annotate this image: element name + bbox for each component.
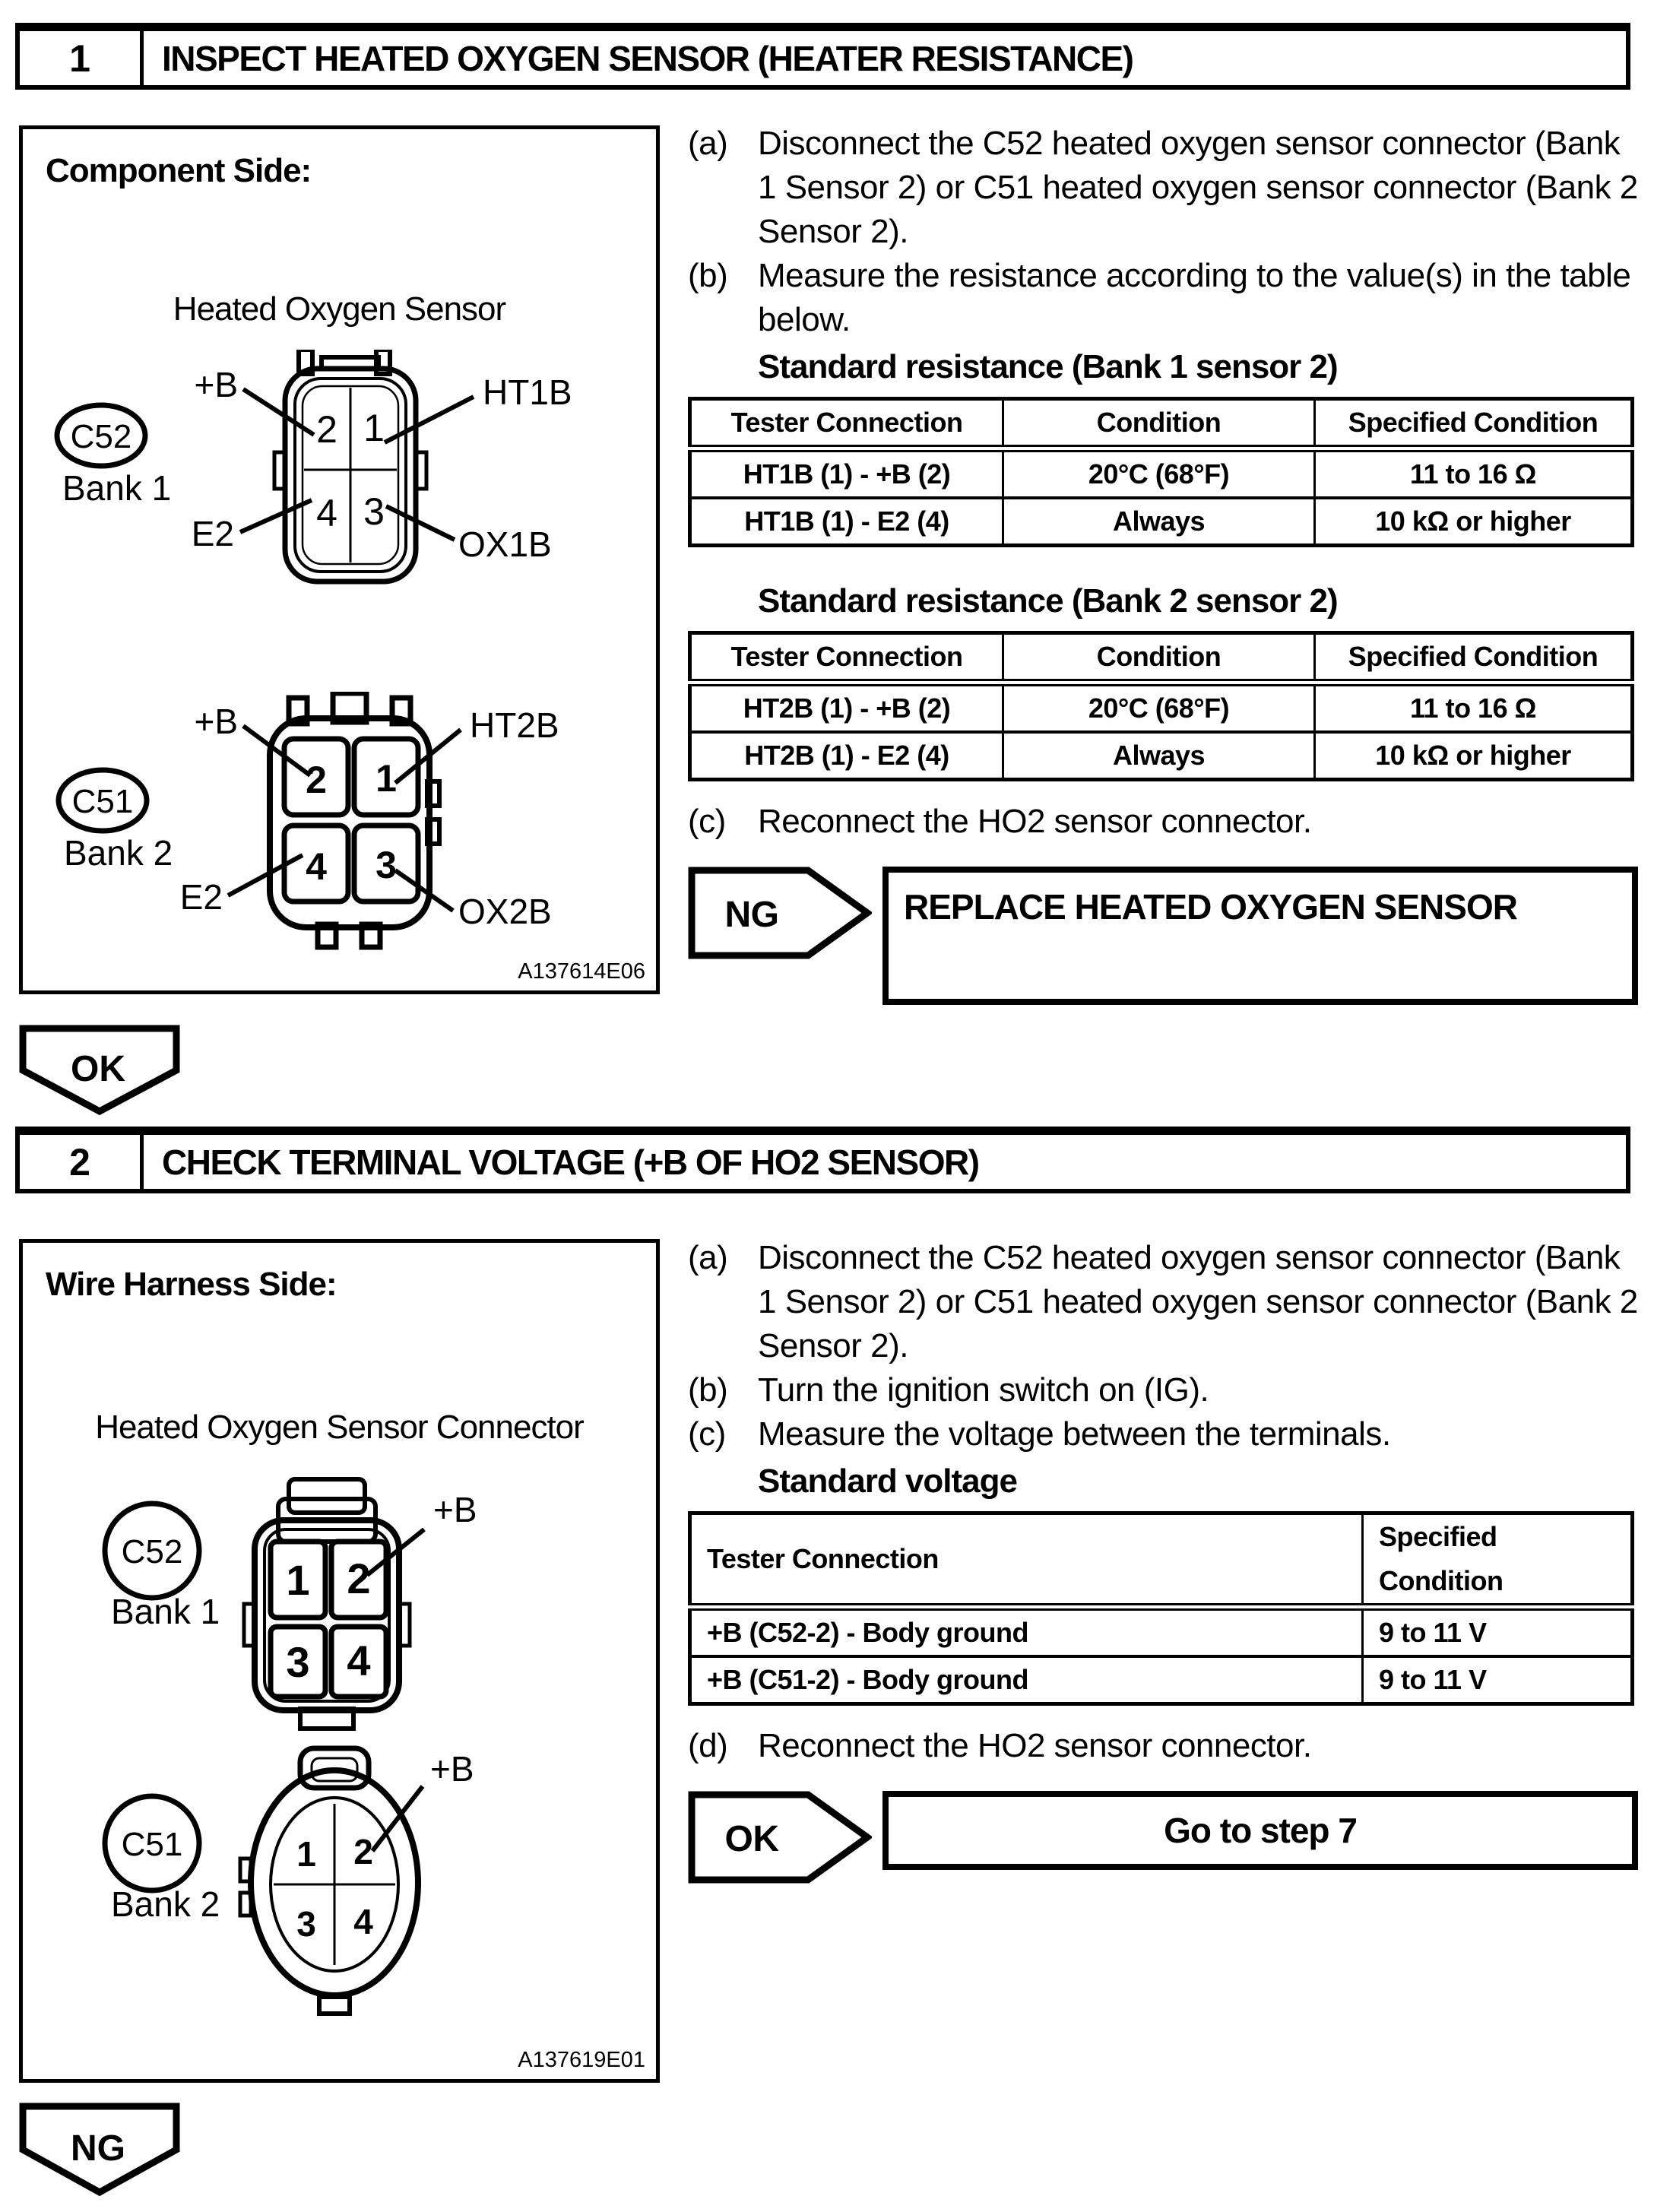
column-header: Specified Condition [1363, 1513, 1633, 1608]
column-header: Specified Condition [1315, 399, 1633, 449]
table-header-row [690, 633, 1633, 683]
pin-number: 1 [375, 757, 397, 800]
pin-number: 2 [347, 1554, 371, 1602]
table-cell: 11 to 16 Ω [1315, 683, 1633, 732]
ok-down-badge [19, 1025, 180, 1116]
connector-id-label: C52 [70, 418, 132, 455]
connector-outline [240, 1748, 418, 2014]
pin-number: 2 [353, 1832, 373, 1871]
ng-label: NG [71, 2128, 125, 2169]
instruction-item [688, 1368, 1638, 1412]
ng-label: NG [724, 895, 779, 935]
ng-result-row [688, 867, 1638, 1005]
go-to-step7-action-box: Go to step 7 [882, 1791, 1638, 1870]
pin-number: 3 [286, 1638, 310, 1686]
table-header-row [690, 1513, 1633, 1608]
step1-header [15, 23, 1630, 90]
resistance-table-bank1 [688, 397, 1634, 547]
terminal-label: HT2B [470, 705, 559, 745]
step2-title: CHECK TERMINAL VOLTAGE (+B OF HO2 SENSOR) [162, 1142, 979, 1182]
table-title: Standard resistance (Bank 1 sensor 2) [758, 348, 1338, 385]
table-cell: 20°C (68°F) [1003, 448, 1315, 498]
terminal-label: HT1B [483, 372, 572, 412]
pin-number: 1 [363, 407, 385, 449]
table-cell: +B (C52-2) - Body ground [690, 1607, 1363, 1656]
leader-line [228, 855, 303, 895]
pin-number: 4 [347, 1637, 371, 1684]
terminal-label: OX1B [458, 524, 552, 564]
table-cell: 20°C (68°F) [1003, 683, 1315, 732]
pin-number: 2 [316, 408, 337, 451]
wire-harness-figure-box [19, 1239, 660, 2083]
connector-outline [274, 350, 426, 582]
column-header: Tester Connection [690, 633, 1003, 683]
bank-label: Bank 2 [64, 833, 173, 873]
figure-heading: Wire Harness Side: [46, 1266, 337, 1303]
step1-title: INSPECT HEATED OXYGEN SENSOR (HEATER RESISTANCE) [162, 38, 1133, 78]
ok-result-row [688, 1791, 1638, 1884]
figure-caption: Heated Oxygen Sensor Connector [95, 1409, 584, 1446]
table-row [690, 683, 1633, 732]
table-cell: HT1B (1) - E2 (4) [690, 498, 1003, 546]
connector-outline [244, 1479, 410, 1729]
instruction-text: Reconnect the HO2 sensor connector. [758, 803, 1312, 840]
table-row [690, 498, 1633, 546]
table-cell: HT2B (1) - E2 (4) [690, 732, 1003, 780]
table-cell: 9 to 11 V [1363, 1607, 1633, 1656]
instruction-text: Disconnect the C52 heated oxygen sensor connector (Bank 1 Sensor 2) or C51 heated oxygen sensor connector (Bank 2 Sensor 2). [758, 125, 1638, 250]
pin-number: 1 [296, 1834, 316, 1874]
instruction-text: Turn the ignition switch on (IG). [758, 1371, 1209, 1409]
terminal-label: OX2B [458, 892, 552, 931]
figure-id: A137614E06 [518, 959, 645, 984]
table-row [690, 1607, 1633, 1656]
instruction-item [688, 1724, 1638, 1768]
table-cell: Always [1003, 498, 1315, 546]
table-cell: 10 kΩ or higher [1315, 498, 1633, 546]
step2-number: 2 [20, 1135, 144, 1189]
instruction-text: Measure the voltage between the terminals. [758, 1415, 1391, 1453]
connector-id-label: C51 [121, 1826, 183, 1863]
column-header: Tester Connection [690, 399, 1003, 449]
table-cell: HT2B (1) - +B (2) [690, 683, 1003, 732]
instruction-label: (a) [688, 125, 728, 162]
table-title: Standard voltage [758, 1463, 1017, 1500]
step1-number: 1 [20, 31, 144, 85]
c52-component-connector-diagram [44, 350, 637, 623]
connector-id-label: C51 [71, 783, 134, 820]
step1-instructions [688, 122, 1638, 1005]
instruction-item [688, 1236, 1638, 1368]
table-cell: Always [1003, 732, 1315, 780]
terminal-label: +B [194, 702, 238, 741]
ng-down-badge [19, 2103, 180, 2197]
table-row [690, 1656, 1633, 1704]
table-cell: 11 to 16 Ω [1315, 448, 1633, 498]
connector-outline [270, 693, 439, 947]
ok-arrow-badge [688, 1791, 872, 1884]
instruction-item [688, 254, 1638, 342]
instruction-label: (a) [688, 1239, 728, 1276]
instruction-item [688, 800, 1638, 844]
table-title: Standard resistance (Bank 2 sensor 2) [758, 582, 1338, 620]
step2-header [15, 1127, 1630, 1193]
pin-number: 2 [306, 759, 327, 801]
bank-label: Bank 1 [62, 468, 172, 508]
pin-number: 4 [353, 1902, 373, 1941]
pin-number: 3 [363, 490, 385, 533]
instruction-item [688, 122, 1638, 254]
connector-id-label: C52 [121, 1533, 183, 1570]
voltage-table [688, 1511, 1634, 1706]
table-cell: +B (C51-2) - Body ground [690, 1656, 1363, 1704]
table-row [690, 448, 1633, 498]
ng-arrow-badge [688, 867, 872, 959]
terminal-label: E2 [191, 514, 234, 553]
component-side-figure-box [19, 125, 660, 994]
instruction-text: Disconnect the C52 heated oxygen sensor connector (Bank 1 Sensor 2) or C51 heated oxygen sensor connector (Bank 2 Sensor 2). [758, 1239, 1638, 1364]
terminal-label: E2 [179, 877, 223, 917]
leader-line [386, 506, 455, 540]
c51-harness-connector-diagram [44, 1745, 637, 2033]
instruction-label: (c) [688, 1415, 726, 1453]
table-row [690, 732, 1633, 780]
table-cell: 9 to 11 V [1363, 1656, 1633, 1704]
figure-caption: Heated Oxygen Sensor [173, 290, 506, 328]
instruction-label: (b) [688, 257, 728, 294]
pin-number: 3 [375, 844, 397, 886]
table-header-row [690, 399, 1633, 449]
column-header: Condition [1003, 633, 1315, 683]
figure-heading: Component Side: [46, 152, 312, 189]
bank-label: Bank 1 [111, 1592, 220, 1631]
table-cell: HT1B (1) - +B (2) [690, 448, 1003, 498]
terminal-label: +B [430, 1749, 474, 1789]
pin-number: 1 [286, 1556, 310, 1604]
figure-id: A137619E01 [518, 2048, 645, 2072]
ok-label: OK [71, 1049, 125, 1089]
column-header: Specified Condition [1315, 633, 1633, 683]
pin-number: 3 [296, 1904, 316, 1944]
c51-component-connector-diagram [44, 692, 637, 996]
table-cell: 10 kΩ or higher [1315, 732, 1633, 780]
column-header: Tester Connection [690, 1513, 1363, 1608]
pin-number: 4 [316, 492, 337, 534]
terminal-label: +B [194, 365, 238, 404]
pin-number: 4 [306, 845, 327, 888]
step2-instructions [688, 1236, 1638, 1884]
instruction-item [688, 1412, 1638, 1456]
instruction-label: (b) [688, 1371, 728, 1409]
instruction-label: (d) [688, 1727, 728, 1764]
instruction-label: (c) [688, 803, 726, 840]
instruction-text: Reconnect the HO2 sensor connector. [758, 1727, 1312, 1764]
ok-label: OK [724, 1819, 779, 1859]
replace-sensor-action-box: REPLACE HEATED OXYGEN SENSOR [882, 867, 1638, 1005]
instruction-text: Measure the resistance according to the value(s) in the table below. [758, 257, 1631, 338]
bank-label: Bank 2 [111, 1884, 220, 1924]
column-header: Condition [1003, 399, 1315, 449]
leader-line [240, 500, 312, 532]
terminal-label: +B [433, 1490, 477, 1529]
resistance-table-bank2 [688, 631, 1634, 781]
